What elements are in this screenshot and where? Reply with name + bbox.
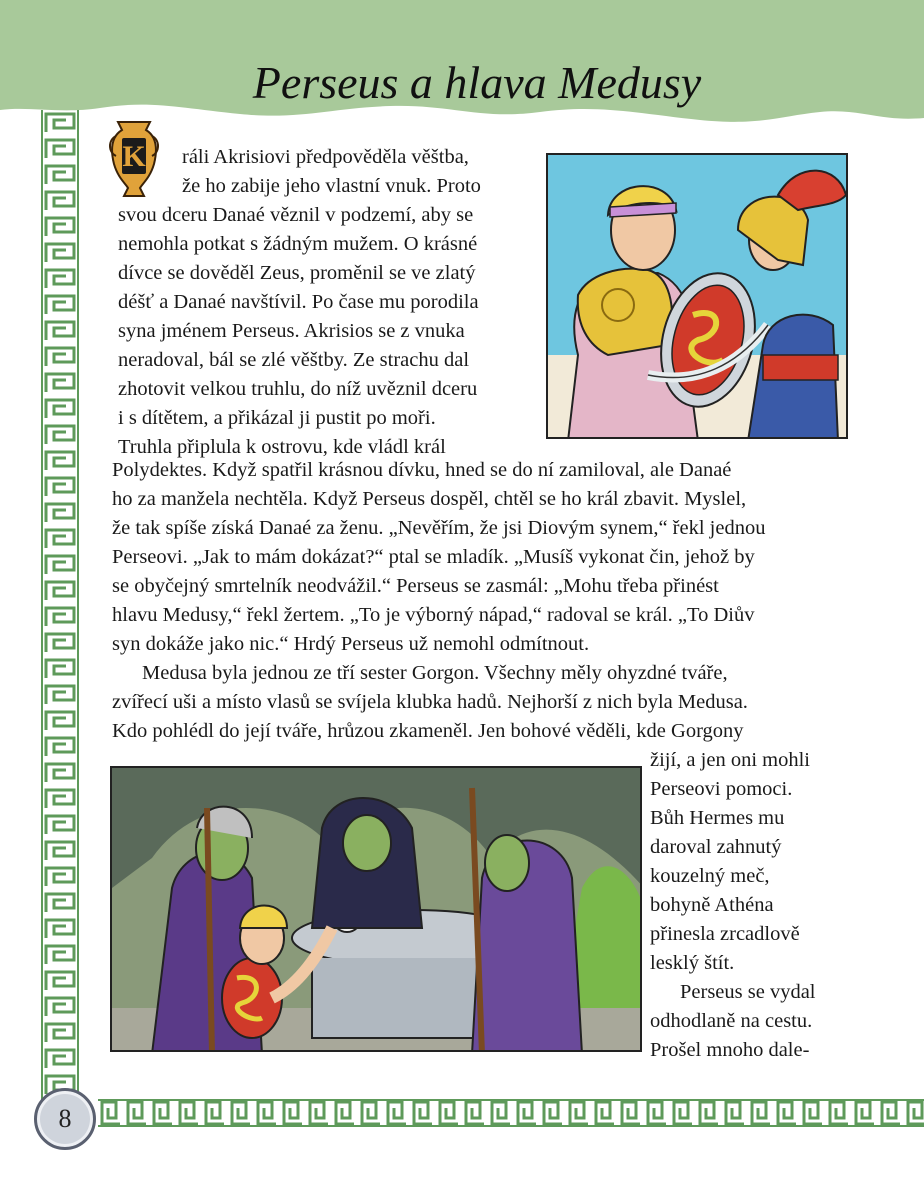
text-line: odhodlaně na cestu. [650,1010,813,1032]
text-line: daroval zahnutý [650,836,782,858]
text-line: ráli Akrisiovi předpověděla věštba, [182,146,469,168]
text-line: Perseovi pomoci. [650,778,793,800]
text-line: Polydektes. Když spatřil krásnou dívku, hned se do ní zamiloval, ale Danaé [112,459,732,481]
text-line: neradoval, bál se zlé věštby. Ze strachu dal [118,349,470,371]
text-line: přinesla zrcadlově [650,923,800,945]
text-line: hlavu Medusy,“ řekl žertem. „To je výborný nápad,“ radoval se král. „To Diův [112,604,755,626]
paragraph-2-full [112,659,748,746]
illustration-graeae-eye [110,766,642,1052]
text-line: Truhla připlula k ostrovu, kde vládl král [118,436,446,458]
text-line: dívce se dověděl Zeus, proměnil se ve zlatý [118,262,476,284]
drop-cap-letter: K [122,140,146,173]
greek-key-border-bottom [98,1098,924,1128]
text-line: Medusa byla jednou ze tří sester Gorgon. Všechny měly ohyzdné tváře, [142,662,728,684]
text-line: Kdo pohlédl do její tváře, hrůzou zkameněl. Jen bohové věděli, kde Gorgony [112,720,744,742]
paragraph-1-full [112,456,765,659]
text-line: svou dceru Danaé věznil v podzemí, aby se [118,204,474,226]
text-line: Bůh Hermes mu [650,807,785,829]
text-line: že tak spíše získá Danaé za ženu. „Nevěřím, že jsi Diovým synem,“ řekl jednou [112,517,766,539]
page-number: 8 [34,1088,96,1150]
text-line: déšť a Danaé navštívil. Po čase mu porodila [118,291,479,313]
paragraph-1-wrapped [118,143,481,462]
greek-key-border-left [40,110,80,1110]
text-line: zhotovit velkou truhlu, do níž uvěznil dceru [118,378,478,400]
text-line: že ho zabije jeho vlastní vnuk. Proto [182,175,481,197]
page-title: Perseus a hlava Medusy [252,57,702,108]
illustration-perseus-athena [546,153,848,439]
paragraph-2-narrow [650,746,816,1065]
text-line: žijí, a jen oni mohli [650,749,810,771]
text-line: Perseovi. „Jak to mám dokázat?“ ptal se mladík. „Musíš vykonat čin, jehož by [112,546,755,568]
text-line: syna jménem Perseus. Akrisios se z vnuka [118,320,465,342]
text-line: nemohla potkat s žádným mužem. O krásné [118,233,478,255]
text-line: bohyně Athéna [650,894,774,916]
text-line: i s dítětem, a přikázal ji pustit po moři. [118,407,436,429]
text-line: syn dokáže jako nic.“ Hrdý Perseus už nemohl odmítnout. [112,633,590,655]
text-line: lesklý štít. [650,952,735,974]
text-line: ho za manžela nechtěla. Když Perseus dospěl, chtěl se ho král zbavit. Myslel, [112,488,747,510]
text-line: Prošel mnoho dale- [650,1039,810,1061]
text-line: zvířecí uši a místo vlasů se svíjela klubka hadů. Nejhorší z nich byla Medusa. [112,691,748,713]
text-line: Perseus se vydal [680,981,816,1003]
text-line: se obyčejný smrtelník neodvážil.“ Perseus se zasmál: „Mohu třeba přinést [112,575,719,597]
text-line: kouzelný meč, [650,865,770,887]
